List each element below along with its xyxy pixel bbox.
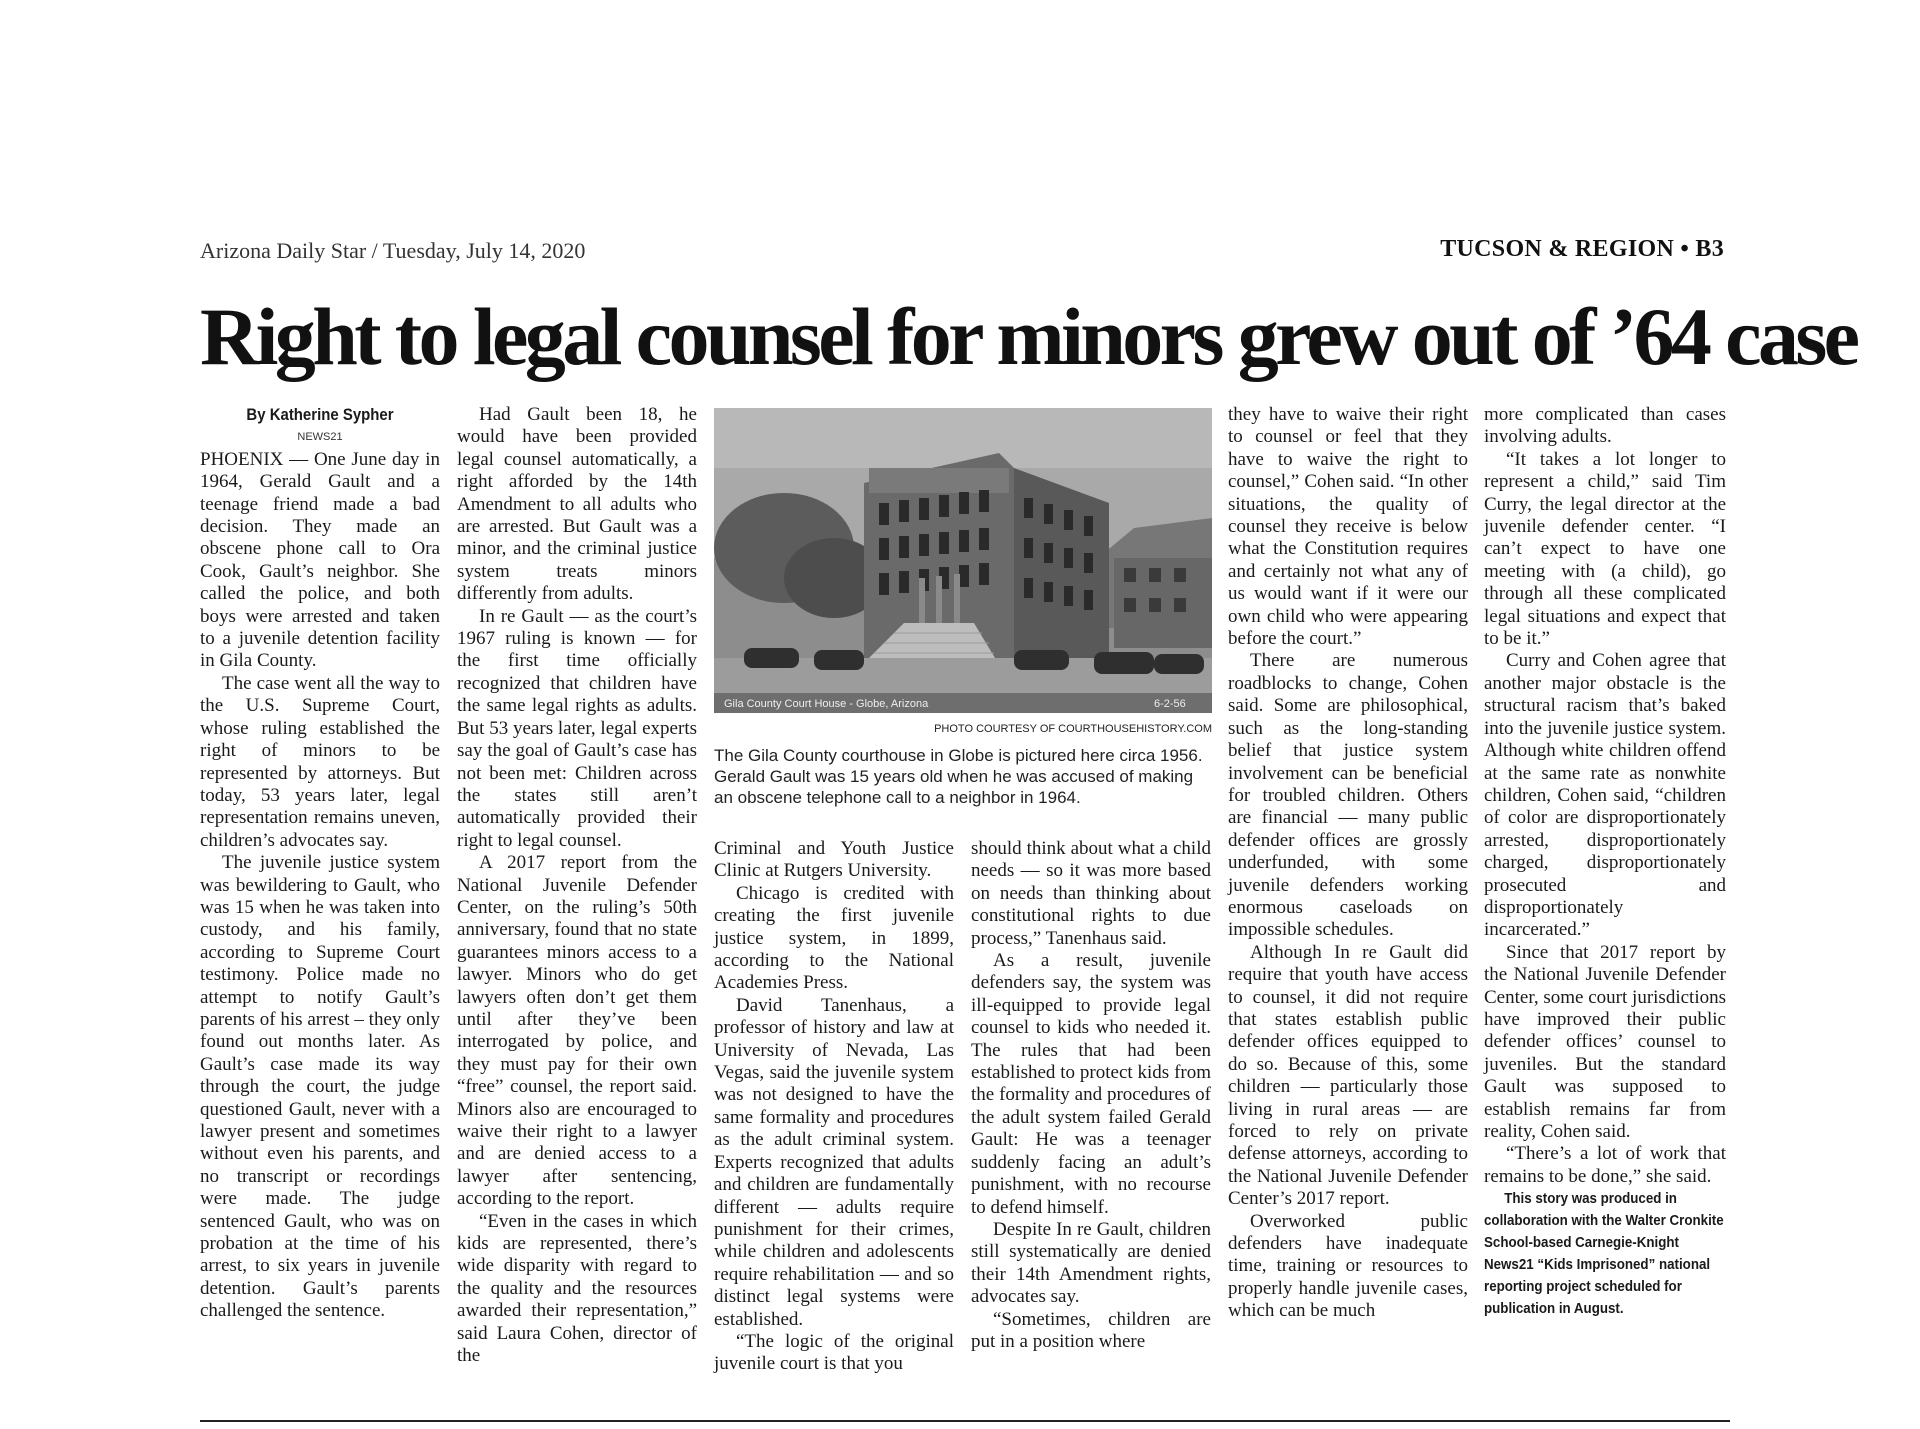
section-label: TUCSON & REGION • B3: [1440, 236, 1724, 262]
photo-stamp-date: 6-2-56: [1154, 698, 1186, 710]
paragraph: Although In re Gault did require that youth have access to counsel, it did not require that states establish public defender offices equipped to do so. Because of this, some children — particularly those living in rural areas — are forced to rely on private defense attorneys, according to the National Juvenile Defender Center’s 2017 report.: [1228, 941, 1468, 1210]
paragraph: Since that 2017 report by the National Juvenile Defender Center, some court jurisdictions have improved their public defender offices’ counsel to juveniles. But the standard Gault was supposed to establish remains far from reality, Cohen said.: [1484, 941, 1726, 1142]
story-tagline: This story was produced in collaboration with the Walter Cronkite School-based Carnegie-Knight News21 “Kids Imprisoned” national reporting project scheduled for publication in August.: [1484, 1191, 1724, 1318]
masthead-paper-date: Arizona Daily Star / Tuesday, July 14, 2020: [200, 238, 586, 263]
paragraph: David Tanenhaus, a professor of history and law at University of Nevada, Las Vegas, said the juvenile system was not designed to have the same formality and procedures as the adult criminal system. Experts recognized that adults and children are fundamentally different — adults require punishment for their crimes, while children and adolescents require rehabilitation — and so distinct legal systems were established.: [714, 994, 954, 1330]
photo-credit: PHOTO COURTESY OF COURTHOUSEHISTORY.COM: [934, 723, 1212, 735]
paragraph: “The logic of the original juvenile court is that you: [714, 1330, 954, 1375]
article-column-6: [1484, 404, 1726, 1320]
paragraph: In re Gault — as the court’s 1967 ruling is known — for the first time officially recognized that children have the same legal rights as adults. But 53 years later, legal experts say the goal of Gault’s case has not been met: Children across the states still aren’t automatically provided their right to legal counsel.: [457, 605, 697, 851]
paragraph: they have to waive their right to counsel or feel that they have to waive the right to counsel,” Cohen said. “In other situations, the quality of counsel they receive is below what the Constitution requires and certainly not what any of us would want if it were our own child who were appearing before the court.”: [1228, 404, 1468, 650]
paragraph: A 2017 report from the National Juvenile Defender Center, on the ruling’s 50th anniversary, found that no state guarantees minors access to a lawyer. Minors who do get lawyers often don’t get them until after they’ve been interrogated by police, and they must pay for their own “free” counsel, the report said. Minors also are encouraged to waive their right to a lawyer and are denied access to a lawyer after sentencing, according to the report.: [457, 852, 697, 1210]
article-column-2: [457, 404, 697, 1367]
paragraph: more complicated than cases involving adults.: [1484, 404, 1726, 448]
headline: Right to legal counsel for minors grew out of ’64 case: [200, 291, 1857, 382]
paragraph: “Even in the cases in which kids are represented, there’s wide disparity with regard to the quality and the resources awarded their representation,” said Laura Cohen, director of the: [457, 1210, 697, 1367]
paragraph: Despite In re Gault, children still systematically are denied their 14th Amendment rights, advocates say.: [971, 1218, 1211, 1308]
paragraph: Overworked public defenders have inadequate time, training or resources to properly handle juvenile cases, which can be much: [1228, 1210, 1468, 1322]
article-column-4: [971, 838, 1211, 1353]
paragraph: Curry and Cohen agree that another major obstacle is the structural racism that’s baked into the juvenile justice system. Although white children offend at the same rate as nonwhite children, Cohen said, “children of color are disproportionately arrested, disproportionately charged, disproportionately prosecuted and disproportionately incarcerated.”: [1484, 650, 1726, 941]
article-column-1: [200, 404, 440, 1323]
photo-sign-text: Gila County Court House - Globe, Arizona: [724, 698, 929, 710]
paragraph: Had Gault been 18, he would have been provided legal counsel automatically, a right afforded by the 14th Amendment to all adults who are arrested. But Gault was a minor, and the criminal justice system treats minors differently from adults.: [457, 404, 697, 605]
paragraph: As a result, juvenile defenders say, the system was ill-equipped to provide legal counsel to kids who needed it. The rules that had been established to protect kids from the formality and procedures of the adult system failed Gerald Gault: He was a teenager suddenly facing an adult’s punishment, with no recourse to defend himself.: [971, 950, 1211, 1218]
paragraph: “Sometimes, children are put in a position where: [971, 1308, 1211, 1352]
paragraph: Criminal and Youth Justice Clinic at Rutgers University.: [714, 838, 954, 882]
bottom-rule: [200, 1420, 1730, 1422]
byline-agency: NEWS21: [297, 431, 343, 444]
article-column-3: [714, 838, 954, 1376]
photo-caption: The Gila County courthouse in Globe is pictured here circa 1956. Gerald Gault was 15 years old when he was accused of making an obscene telephone call to a neighbor in 1964.: [714, 746, 1203, 807]
paragraph: PHOENIX — One June day in 1964, Gerald Gault and a teenage friend made a bad decision. They made an obscene phone call to Ora Cook, Gault’s neighbor. She called the police, and both boys were arrested and taken to a juvenile detention facility in Gila County.: [200, 448, 440, 672]
article-column-5: [1228, 404, 1468, 1323]
paragraph: “It takes a lot longer to represent a child,” said Tim Curry, the legal director at the juvenile defender center. “I can’t expect to have one meeting with (a child), go through all these complicated legal situations and expect that to be it.”: [1484, 448, 1726, 650]
paragraph: should think about what a child needs — so it was more based on needs than thinking about constitutional rights to due process,” Tanenhaus said.: [971, 838, 1211, 949]
byline: By Katherine Sypher: [246, 405, 394, 424]
paragraph: “There’s a lot of work that remains to be done,” she said.: [1484, 1143, 1726, 1187]
paragraph: The juvenile justice system was bewildering to Gault, who was 15 when he was taken into custody, and his family, according to Supreme Court testimony. Police made no attempt to notify Gault’s parents of his arrest – they only found out months later. As Gault’s case made its way through the court, the judge questioned Gault, never with a lawyer present and sometimes without even his parents, and no transcript or recordings were made. The judge sentenced Gault, who was on probation at the time of his arrest, to six years in juvenile detention. Gault’s parents challenged the sentence.: [200, 852, 440, 1322]
paragraph: The case went all the way to the U.S. Supreme Court, whose ruling established the right of minors to be represented by attorneys. But today, 53 years later, legal representation remains uneven, children’s advocates say.: [200, 672, 440, 851]
courthouse-photo: [714, 408, 1212, 713]
paragraph: Chicago is credited with creating the first juvenile justice system, in 1899, according to the National Academies Press.: [714, 882, 954, 994]
paragraph: There are numerous roadblocks to change, Cohen said. Some are philosophical, such as the long-standing belief that justice system involvement can be beneficial for troubled children. Others are financial — many public defender offices are grossly underfunded, with some juvenile defenders working enormous caseloads on impossible schedules.: [1228, 650, 1468, 941]
